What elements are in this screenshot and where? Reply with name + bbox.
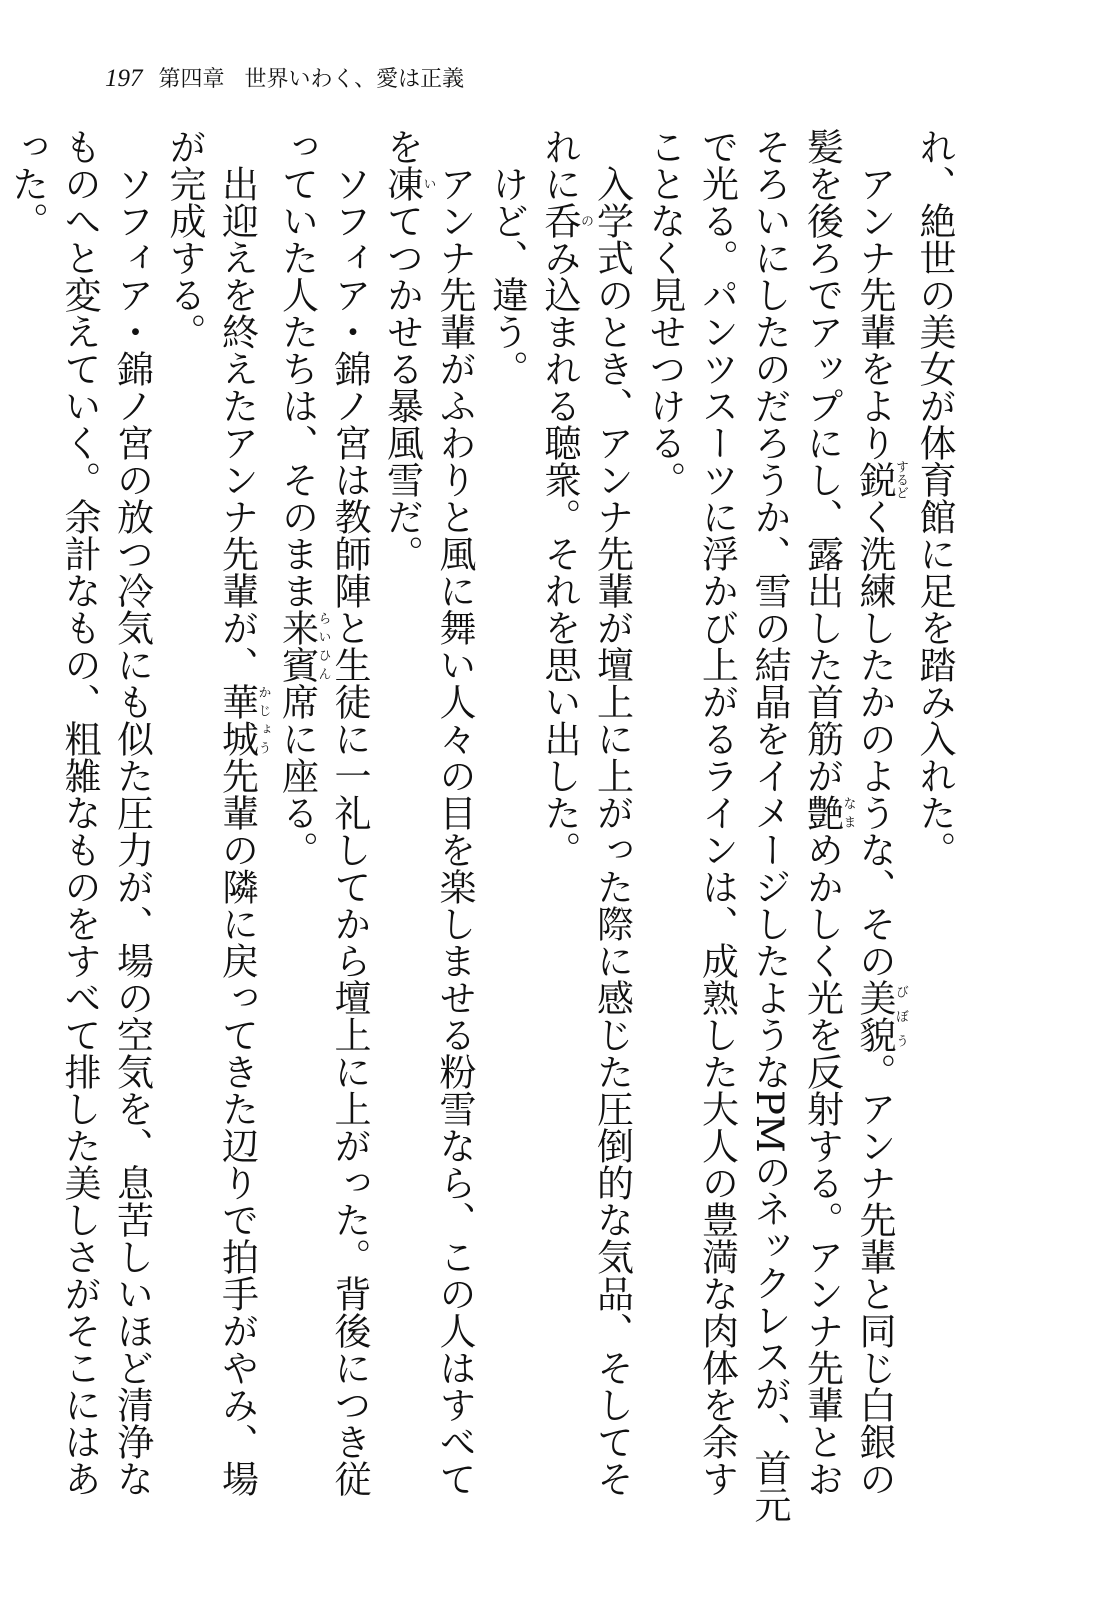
text-run: ソフィア・錦ノ宮は教師陣と生徒に一礼してから壇上に上がった。背後につき従っていた人たちは、そのまま xyxy=(275,128,371,1497)
text-run: れ、絶世の美女が体育館に足を踏み入れた。 xyxy=(913,128,956,868)
paragraph xyxy=(375,128,480,1528)
text-run: み込まれる聴衆。それを思い出した。 xyxy=(538,239,581,868)
ruby-base: 美貌 xyxy=(853,979,896,1053)
paragraph xyxy=(638,128,908,1528)
text-run: てつかせる暴風雪だ。 xyxy=(380,202,424,572)
ruby-word xyxy=(800,794,856,831)
paragraph xyxy=(908,128,961,1528)
page-number: 197 xyxy=(105,65,143,92)
text-run: 席に座る。 xyxy=(275,683,319,868)
paragraph xyxy=(533,128,638,1528)
text-run: 出迎えを終えたアンナ先輩が、 xyxy=(215,165,259,683)
paragraph xyxy=(158,128,271,1528)
ruby-word xyxy=(275,609,331,683)
text-run: ソフィア・錦ノ宮の放つ冷気にも似た圧力が、場の空気を、息苦しいほど清浄なものへと変えていく。余計なもの、粗雑なものをすべて排した美しさがそこにはあった。 xyxy=(5,128,154,1497)
ruby-base: 艶 xyxy=(800,794,844,831)
ruby-word xyxy=(215,683,271,757)
ruby-base: 凍 xyxy=(380,165,424,202)
paragraph xyxy=(0,128,158,1528)
furigana: らいひん xyxy=(315,609,331,683)
furigana: の xyxy=(578,202,593,239)
furigana: びぼう xyxy=(893,979,908,1053)
text-run: けど、違う。 xyxy=(485,165,529,387)
ruby-word xyxy=(538,202,593,239)
text-run: 入学式のとき、アンナ先輩が壇上に上がった際に感じた圧倒的な気品、そしてそれに xyxy=(538,128,634,1497)
chapter-title: 世界いわく、愛は正義 xyxy=(244,67,465,92)
text-run: く洗練したかのような、その xyxy=(853,498,896,979)
ruby-word xyxy=(853,460,908,499)
ruby-word xyxy=(853,979,908,1053)
furigana: するど xyxy=(893,460,908,499)
furigana: かじょう xyxy=(255,683,271,757)
text-run: アンナ先輩がふわりと風に舞い人々の目を楽しませる粉雪なら、この人はすべてを xyxy=(380,128,476,1497)
furigana: なま xyxy=(840,794,856,831)
body-text xyxy=(5,128,960,1528)
ruby-base: 鋭 xyxy=(853,460,896,499)
text-run: アンナ先輩をより xyxy=(853,165,896,461)
text-run: めかしく光を反射する。アンナ先輩とおそろいにしたのだろうか、雪の結晶をイメージしたようなPMのネックレスが、首元で光る。パンツスーツに浮かび上がるラインは、成熟した大人の豊満な肉体を余すことなく見せつける。 xyxy=(643,128,844,1523)
paragraph xyxy=(480,128,533,1528)
text-run: 先輩の隣に戻ってきた辺りで拍手がやみ、場が完成する。 xyxy=(163,128,259,1497)
furigana: い xyxy=(420,165,436,202)
ruby-base: 来賓 xyxy=(275,609,319,683)
text-run: 。アンナ先輩と同じ白銀の髪を後ろでアップにし、露出した首筋が xyxy=(800,128,896,1497)
running-header xyxy=(105,62,464,94)
ruby-word xyxy=(380,165,436,202)
chapter-label: 第四章 xyxy=(158,67,225,92)
ruby-base: 呑 xyxy=(538,202,581,239)
paragraph xyxy=(270,128,375,1528)
ruby-base: 華城 xyxy=(215,683,259,757)
